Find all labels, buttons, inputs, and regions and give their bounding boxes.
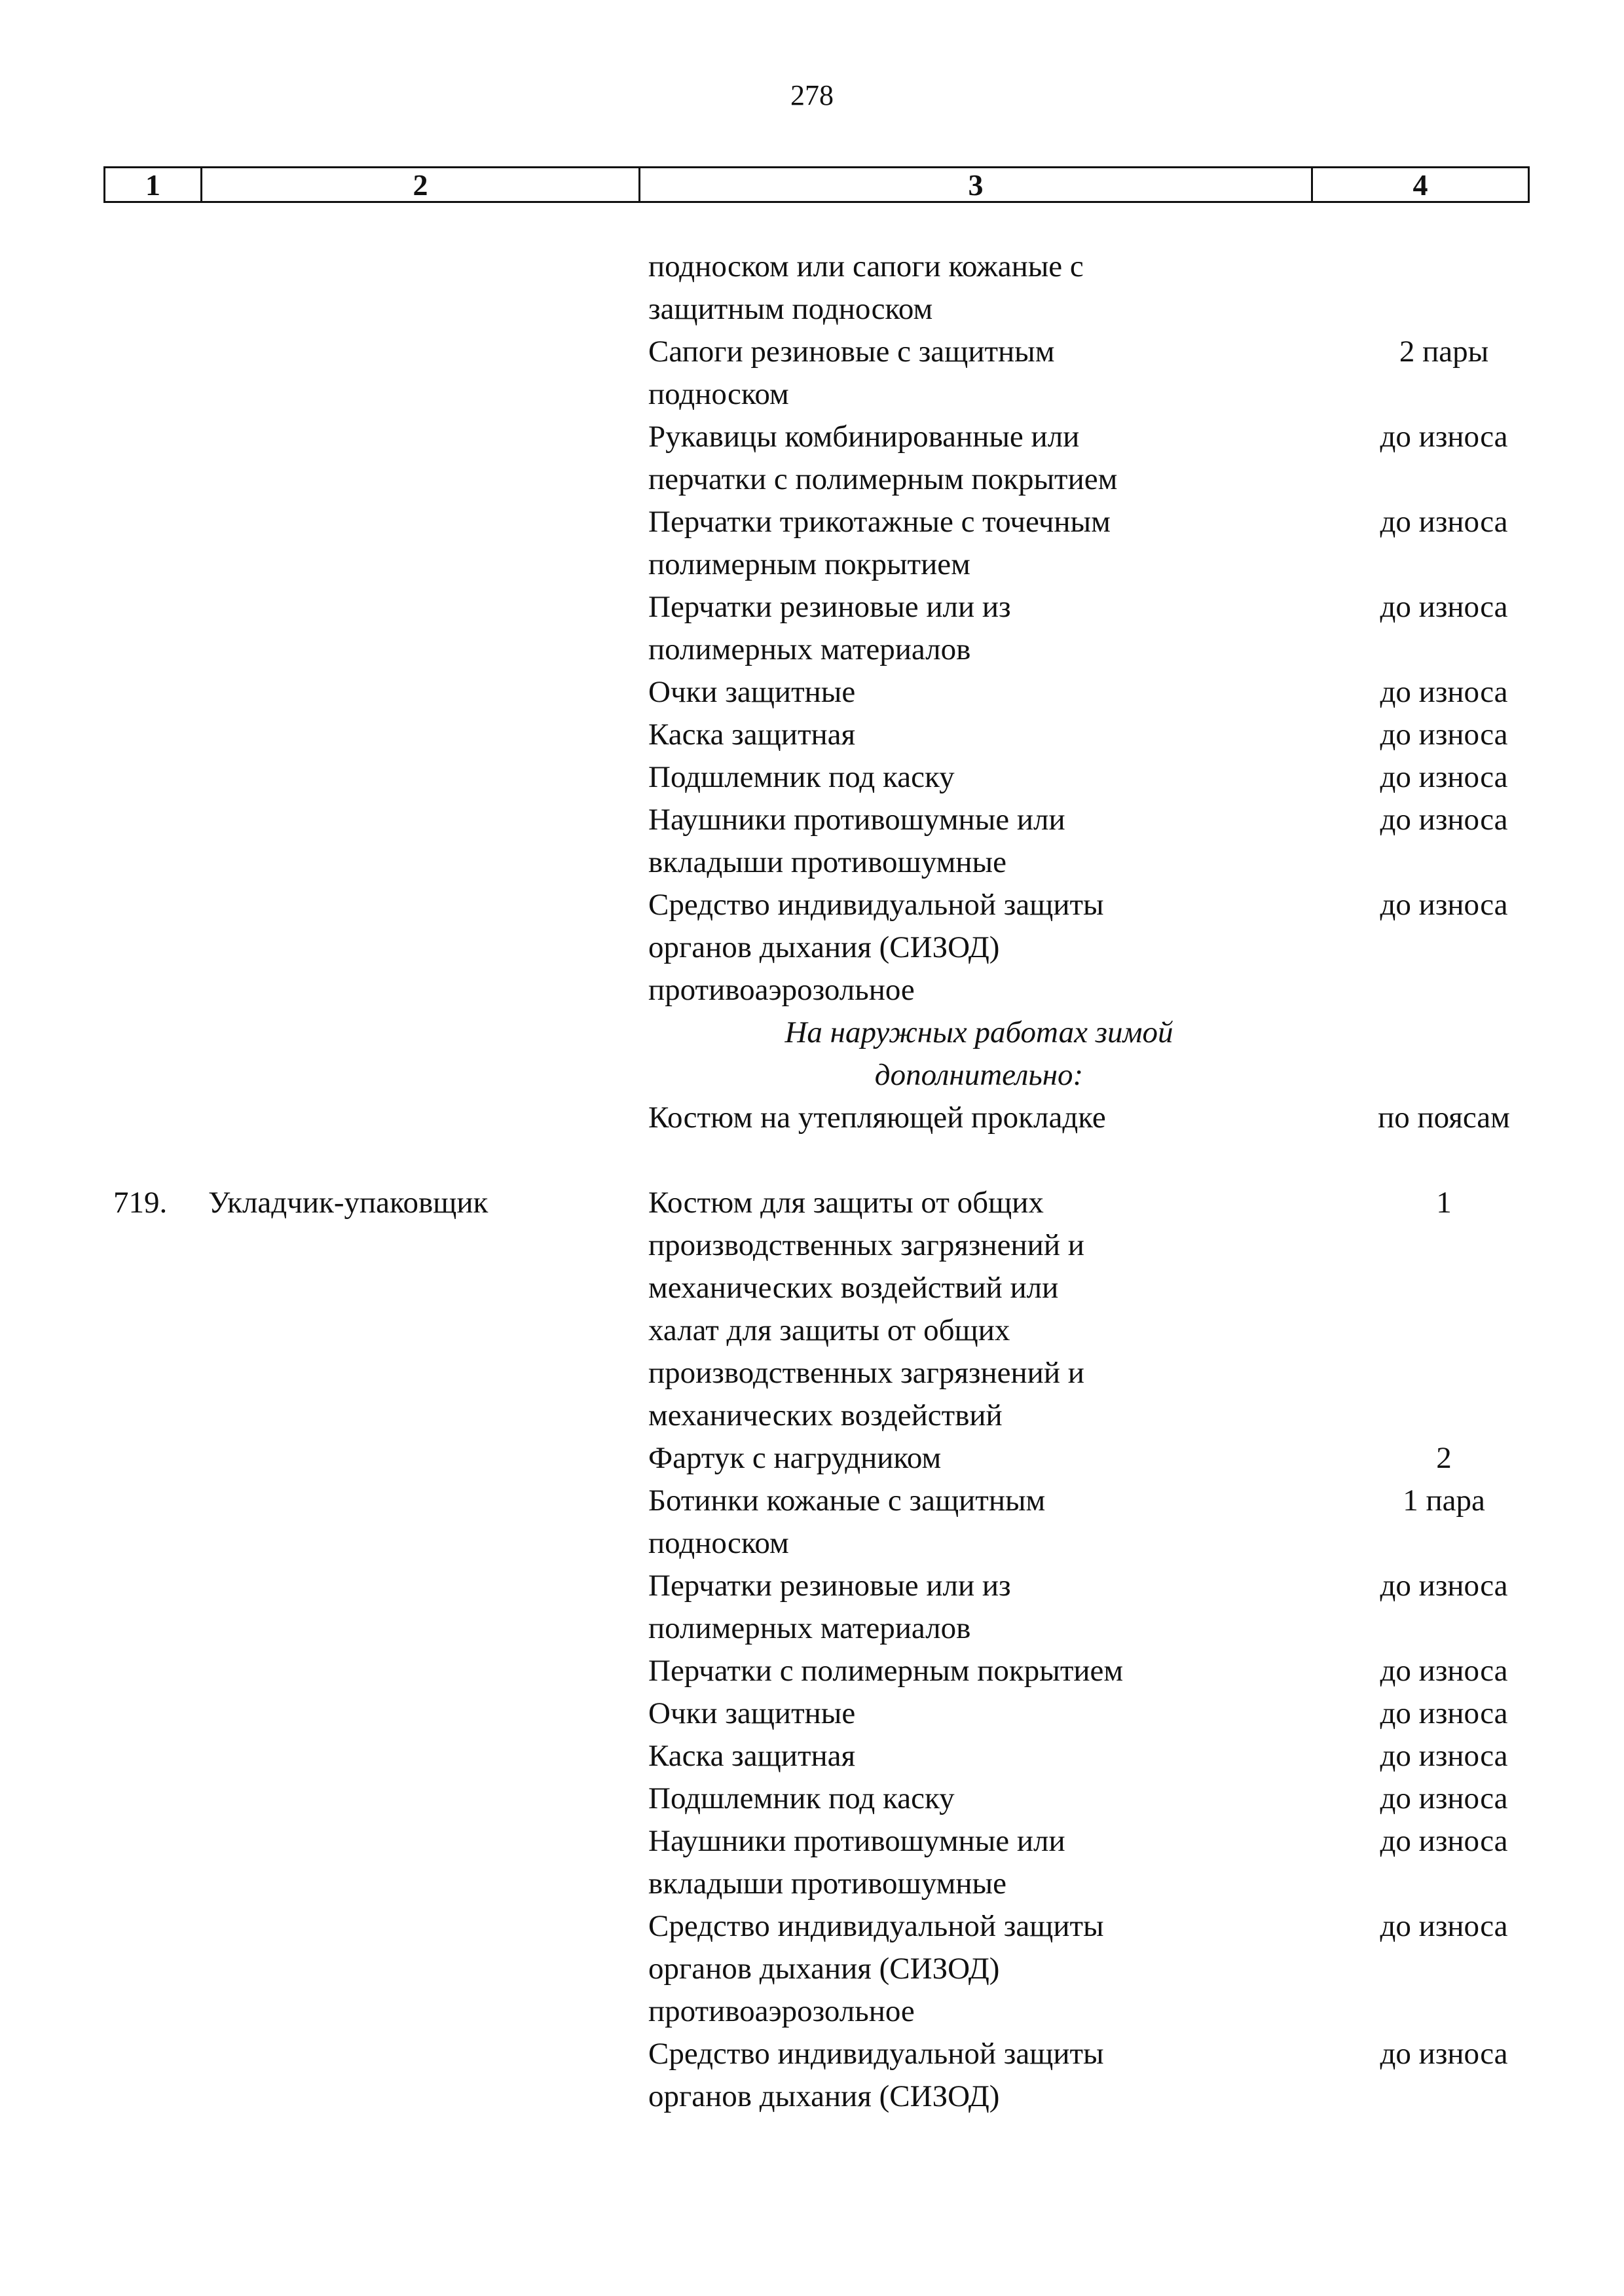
- item-quantity: до износа: [1380, 1781, 1508, 1815]
- item-text: Перчатки резиновые или из: [648, 590, 1011, 624]
- table-row: [0, 1777, 1624, 1820]
- table-row: [0, 331, 1624, 373]
- table-row: [0, 756, 1624, 799]
- table-row: [0, 458, 1624, 501]
- item-quantity: до износа: [1380, 505, 1508, 539]
- table-row: [0, 2075, 1624, 2118]
- item-text: Очки защитные: [648, 675, 856, 709]
- item-text: противоаэрозольное: [648, 973, 915, 1007]
- item-quantity: до износа: [1380, 1654, 1508, 1688]
- table-row: [0, 501, 1624, 543]
- item-text: Каска защитная: [648, 1739, 856, 1773]
- table-row: [0, 926, 1624, 969]
- table-row: [0, 416, 1624, 458]
- item-text: Очки защитные: [648, 1696, 856, 1730]
- table-row: [0, 2033, 1624, 2075]
- table-row: [0, 1820, 1624, 1863]
- table-row: [0, 1224, 1624, 1267]
- section-spacer: [0, 1139, 1624, 1182]
- item-text: Подшлемник под каску: [648, 1781, 955, 1815]
- subheading-line-2: дополнительно:: [874, 1058, 1084, 1092]
- item-quantity: до износа: [1380, 675, 1508, 709]
- table-row: [0, 884, 1624, 926]
- item-quantity: до износа: [1380, 1569, 1508, 1603]
- table-row: [0, 671, 1624, 714]
- table-row: [0, 1352, 1624, 1394]
- item-text: Перчатки резиновые или из: [648, 1569, 1011, 1603]
- section-continuation: [0, 246, 1624, 1011]
- table-row: [0, 841, 1624, 884]
- table-row: [0, 1309, 1624, 1352]
- table-row: [0, 969, 1624, 1011]
- table-row: [0, 1182, 1624, 1224]
- table-row: [0, 1522, 1624, 1565]
- table-row: [0, 799, 1624, 841]
- item-text: подноском: [648, 377, 789, 411]
- item-quantity: до износа: [1380, 888, 1508, 922]
- item-text: халат для защиты от общих: [648, 1313, 1010, 1347]
- table-row: [0, 543, 1624, 586]
- table-row: [0, 1905, 1624, 1948]
- table-row: [0, 1692, 1624, 1735]
- item-text: Сапоги резиновые с защитным: [648, 335, 1055, 369]
- item-text: производственных загрязнений и: [648, 1228, 1084, 1262]
- item-text: Подшлемник под каску: [648, 760, 955, 794]
- item-quantity: до износа: [1380, 2037, 1508, 2071]
- item-text: органов дыхания (СИЗОД): [648, 1952, 1000, 1986]
- section-719: [0, 1182, 1624, 2118]
- item-text: Наушники противошумные или: [648, 803, 1065, 837]
- item-quantity: до износа: [1380, 1909, 1508, 1943]
- row-number: 719.: [113, 1186, 168, 1220]
- item-text: полимерных материалов: [648, 1611, 971, 1645]
- profession-name: Укладчик-упаковщик: [208, 1186, 489, 1220]
- item-quantity: до износа: [1380, 1824, 1508, 1858]
- item-text: полимерным покрытием: [648, 547, 970, 581]
- table-header: [103, 166, 1530, 203]
- table-body: [0, 246, 1624, 2118]
- item-text: производственных загрязнений и: [648, 1356, 1084, 1390]
- item-quantity: до износа: [1380, 420, 1508, 454]
- item-text: Перчатки с полимерным покрытием: [648, 1654, 1124, 1688]
- subheading-line-1: На наружных работах зимой: [784, 1015, 1173, 1049]
- item-quantity: 1: [1436, 1186, 1452, 1220]
- item-quantity: до износа: [1380, 1739, 1508, 1773]
- item-text: органов дыхания (СИЗОД): [648, 2079, 1000, 2113]
- item-quantity: до износа: [1380, 590, 1508, 624]
- table-row: [0, 1437, 1624, 1480]
- item-text: перчатки с полимерным покрытием: [648, 462, 1118, 496]
- table-row: [0, 1097, 1624, 1139]
- item-text: полимерных материалов: [648, 632, 971, 666]
- table-row: [0, 1990, 1624, 2033]
- page-number: 278: [790, 79, 834, 111]
- table-row: [0, 1394, 1624, 1437]
- item-text: вкладыши противошумные: [648, 845, 1006, 879]
- table-row: [0, 1735, 1624, 1777]
- item-quantity: 1 пара: [1403, 1484, 1485, 1518]
- table-row: [0, 288, 1624, 331]
- item-quantity: по поясам: [1378, 1101, 1510, 1135]
- header-col-3: 3: [640, 168, 1313, 201]
- item-text: Перчатки трикотажные с точечным: [648, 505, 1111, 539]
- table-row: [0, 586, 1624, 629]
- header-col-4: 4: [1412, 168, 1428, 202]
- item-quantity: до износа: [1380, 803, 1508, 837]
- table-row: [0, 629, 1624, 671]
- table-row: [0, 1480, 1624, 1522]
- item-text: подноском: [648, 1526, 789, 1560]
- subheading-row: [0, 1054, 1624, 1097]
- item-quantity: до износа: [1380, 718, 1508, 752]
- item-quantity: 2 пары: [1399, 335, 1489, 369]
- table-row: [0, 714, 1624, 756]
- item-text: Костюм на утепляющей прокладке: [648, 1101, 1106, 1135]
- table-row: [0, 373, 1624, 416]
- table-row: [0, 246, 1624, 288]
- item-text: Каска защитная: [648, 718, 856, 752]
- item-text: защитным подноском: [648, 292, 933, 326]
- table-row: [0, 1863, 1624, 1905]
- item-text: механических воздействий или: [648, 1271, 1059, 1305]
- item-text: Фартук с нагрудником: [648, 1441, 942, 1475]
- table-row: [0, 1565, 1624, 1607]
- table-row: [0, 1948, 1624, 1990]
- item-text: Средство индивидуальной защиты: [648, 888, 1104, 922]
- item-text: противоаэрозольное: [648, 1994, 915, 2028]
- header-col-2: 2: [202, 168, 640, 201]
- item-text: механических воздействий: [648, 1398, 1003, 1432]
- item-text: вкладыши противошумные: [648, 1867, 1006, 1901]
- item-text: Средство индивидуальной защиты: [648, 2037, 1104, 2071]
- item-text: Наушники противошумные или: [648, 1824, 1065, 1858]
- subheading-row: [0, 1011, 1624, 1054]
- table-row: [0, 1650, 1624, 1692]
- item-text: Костюм для защиты от общих: [648, 1186, 1044, 1220]
- table-row: [0, 1267, 1624, 1309]
- header-col-1: 1: [105, 168, 202, 201]
- table-row: [0, 1607, 1624, 1650]
- item-text: Рукавицы комбинированные или: [648, 420, 1080, 454]
- item-text: подноском или сапоги кожаные с: [648, 249, 1084, 283]
- item-quantity: 2: [1436, 1441, 1452, 1475]
- item-text: Средство индивидуальной защиты: [648, 1909, 1104, 1943]
- item-quantity: до износа: [1380, 760, 1508, 794]
- item-text: Ботинки кожаные с защитным: [648, 1484, 1046, 1518]
- item-quantity: до износа: [1380, 1696, 1508, 1730]
- item-text: органов дыхания (СИЗОД): [648, 930, 1000, 964]
